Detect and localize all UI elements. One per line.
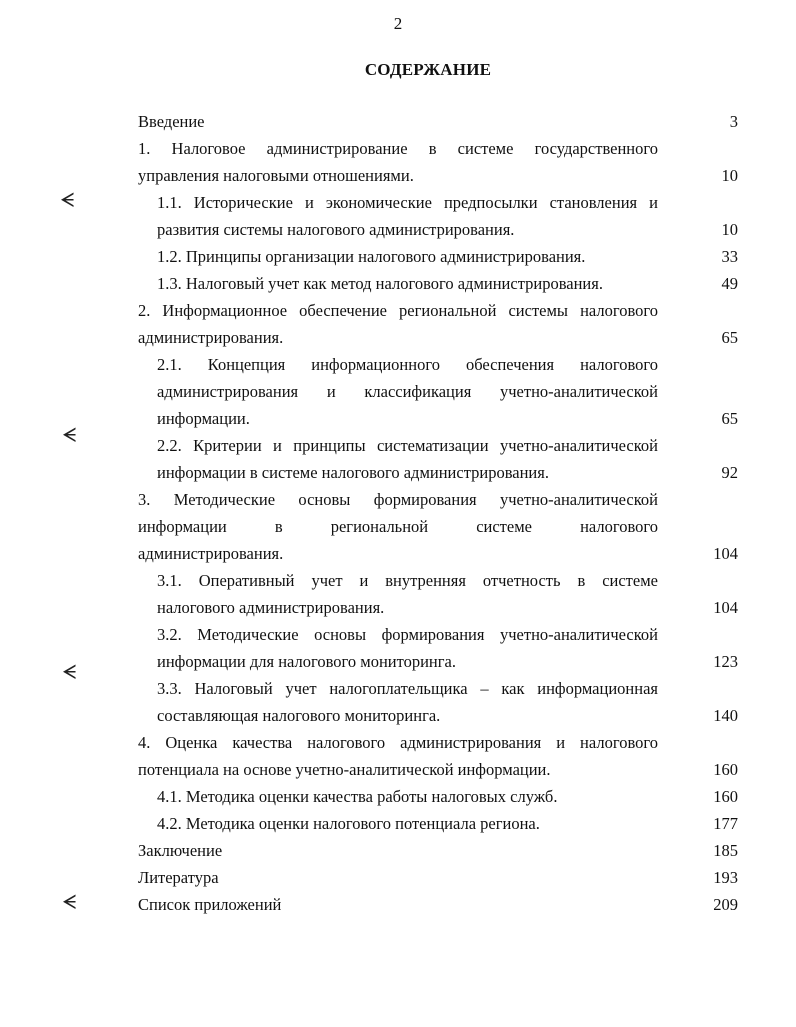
page-title: СОДЕРЖАНИЕ [364, 60, 492, 79]
toc-page-number: 33 [721, 247, 738, 266]
toc-entry [138, 486, 738, 567]
toc-entry-text: 3.1. Оперативный учет и внутренняя отчетность в системе [157, 571, 658, 590]
margin-mark-icon: ᗕ [60, 188, 75, 212]
toc-entry-text: 2. Информационное обеспечение региональной системы налогового [138, 301, 658, 320]
toc-entry-text: 1.1. Исторические и экономические предпосылки становления и [157, 193, 658, 212]
toc-entry [138, 864, 738, 891]
toc-entry-text: потенциала на основе учетно-аналитической информации. [138, 760, 551, 779]
toc-entry [138, 135, 738, 189]
toc-page-number: 193 [713, 868, 738, 887]
toc-entry-text: 1.2. Принципы организации налогового администрирования. [157, 247, 586, 266]
toc-entry [138, 243, 738, 270]
page-number: 2 [393, 14, 403, 33]
toc-entry-text: развития системы налогового администрирования. [157, 220, 515, 239]
toc-page-number: 104 [713, 598, 738, 617]
toc-entry [138, 432, 738, 486]
toc-page-number: 209 [713, 895, 738, 914]
toc-entry-text: 1.3. Налоговый учет как метод налогового администрирования. [157, 274, 603, 293]
toc-entry-text: 4.2. Методика оценки налогового потенциала региона. [157, 814, 540, 833]
toc-entry-text: 1. Налоговое администрирование в системе государственного [138, 139, 658, 158]
toc-entry-text: администрирования и классификация учетно-аналитической [157, 382, 658, 401]
toc-entry-text: 4.1. Методика оценки качества работы налоговых служб. [157, 787, 558, 806]
toc-page-number: 10 [721, 166, 738, 185]
toc-page-number: 65 [721, 409, 738, 428]
toc-page-number: 160 [713, 787, 738, 806]
toc-entry [138, 837, 738, 864]
toc-entry [138, 810, 738, 837]
toc-entry-text: Введение [138, 112, 205, 131]
toc-page-number: 65 [721, 328, 738, 347]
toc-entry-text: 3.2. Методические основы формирования учетно-аналитической [157, 625, 658, 644]
toc-entry [138, 891, 738, 918]
toc-entry [138, 189, 738, 243]
toc-entry-text: Список приложений [138, 895, 282, 914]
margin-mark-icon: ᗕ [62, 890, 77, 914]
toc-page-number: 3 [729, 112, 738, 131]
toc-page-number: 177 [713, 814, 738, 833]
toc-entry [138, 567, 738, 621]
toc-entry-text: администрирования. [138, 328, 284, 347]
toc-entry-text: 2.2. Критерии и принципы систематизации учетно-аналитической [157, 436, 658, 455]
toc-entry-text: информации в системе налогового администрирования. [157, 463, 549, 482]
toc-page-number: 104 [713, 544, 738, 563]
toc-entry [138, 108, 738, 135]
toc-entry [138, 270, 738, 297]
toc-entry-text: налогового администрирования. [157, 598, 385, 617]
table-of-contents [138, 108, 738, 918]
toc-entry-text: информации в региональной системе налогового [138, 517, 658, 536]
toc-entry-text: составляющая налогового мониторинга. [157, 706, 441, 725]
toc-entry-text: администрирования. [138, 544, 284, 563]
toc-entry-text: информации для налогового мониторинга. [157, 652, 456, 671]
toc-entry-text: 2.1. Концепция информационного обеспечения налогового [157, 355, 658, 374]
toc-page-number: 140 [713, 706, 738, 725]
toc-entry-text: Литература [138, 868, 219, 887]
toc-entry [138, 621, 738, 675]
toc-entry [138, 351, 738, 432]
toc-entry-text: 3. Методические основы формирования учетно-аналитической [138, 490, 658, 509]
toc-page-number: 92 [721, 463, 738, 482]
margin-mark-icon: ᗕ [62, 660, 77, 684]
toc-entry-text: информации. [157, 409, 250, 428]
toc-entry-text: 3.3. Налоговый учет налогоплательщика – как информационная [157, 679, 658, 698]
toc-page-number: 160 [713, 760, 738, 779]
toc-page-number: 10 [721, 220, 738, 239]
toc-page-number: 185 [713, 841, 738, 860]
toc-entry-text: Заключение [138, 841, 223, 860]
toc-entry-text: 4. Оценка качества налогового администрирования и налогового [138, 733, 658, 752]
toc-page-number: 123 [713, 652, 738, 671]
toc-entry-text: управления налоговыми отношениями. [138, 166, 414, 185]
toc-entry [138, 729, 738, 783]
toc-entry [138, 297, 738, 351]
toc-entry [138, 783, 738, 810]
toc-page-number: 49 [721, 274, 738, 293]
margin-mark-icon: ᗕ [62, 423, 77, 447]
toc-entry [138, 675, 738, 729]
